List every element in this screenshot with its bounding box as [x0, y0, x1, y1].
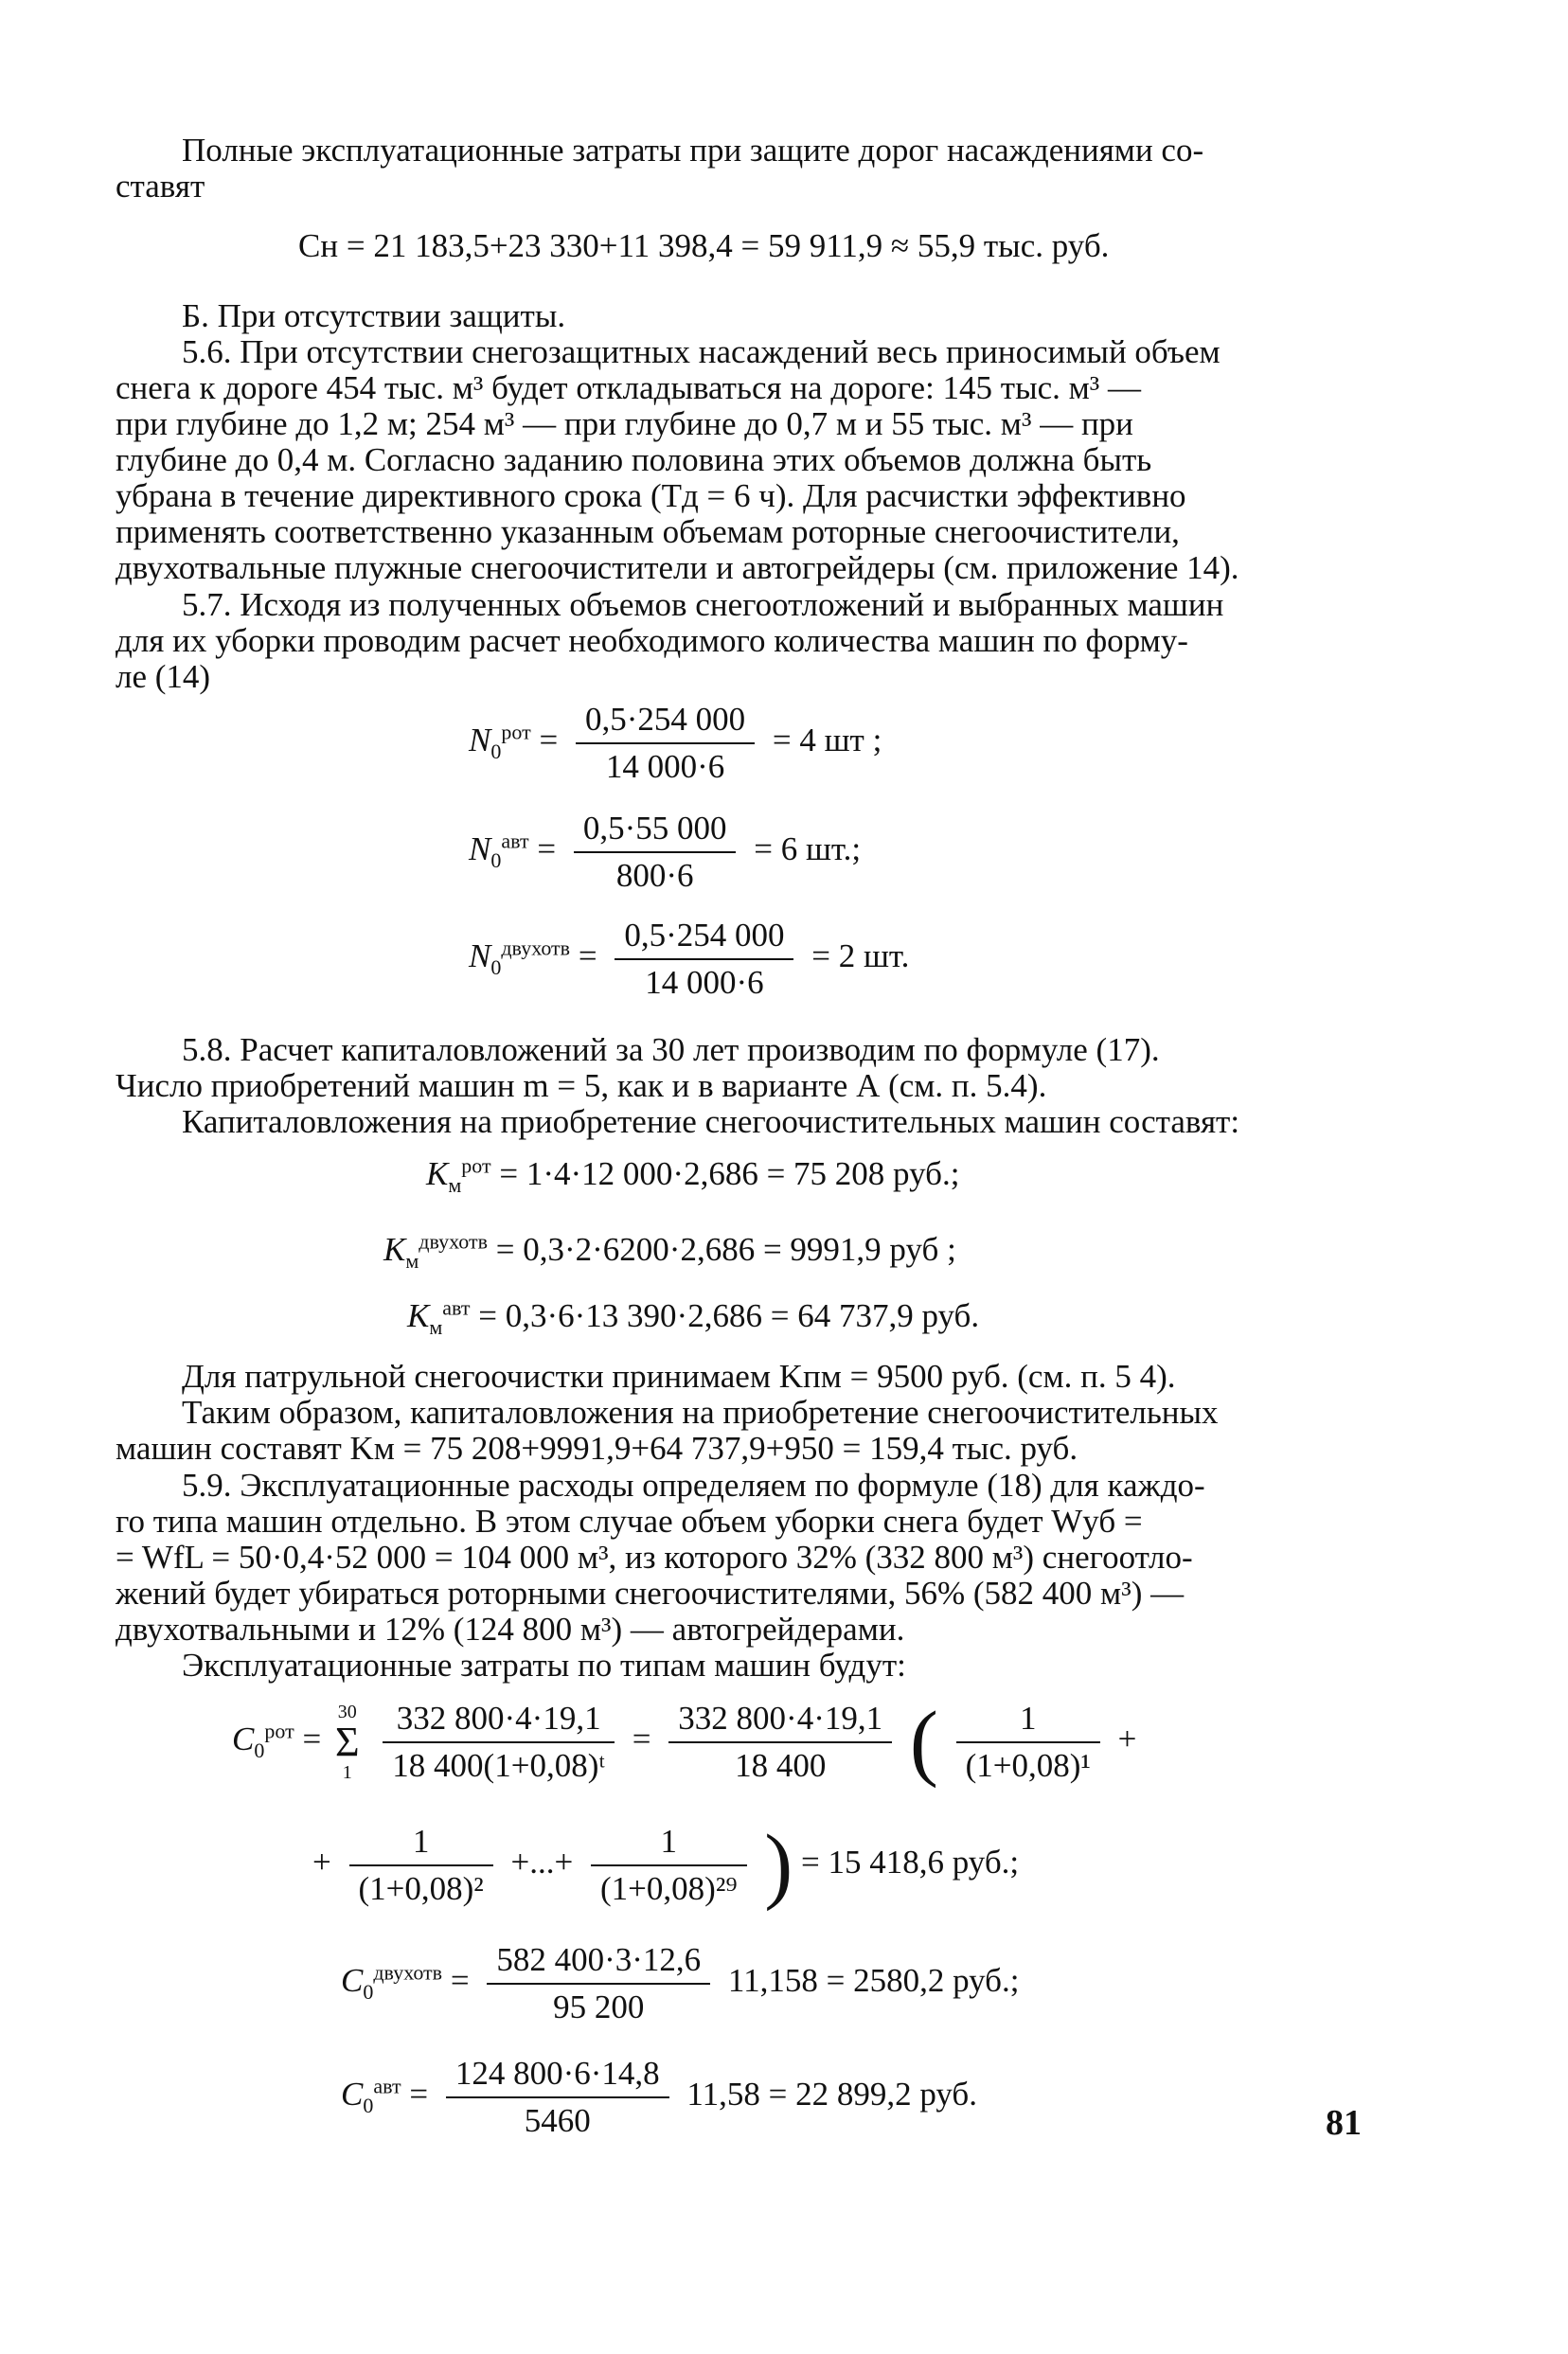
text-line: ставят: [116, 168, 205, 205]
paragraph-5-7: 5.7. Исходя из полученных объемов снегоотложений и выбранных машин для их уборки проводим расчет необходимого количества машин по форму- ле (14): [116, 586, 1224, 695]
equation-n-avt: $N_0^{авт}$ = $\frac{0,5\cdot 55 000}{800\cdot 6}$ = 6 шт.;: [469, 810, 862, 894]
equation-cn: Cн = 21 183,5+23 330+11 398,4 = 59 911,9 ≈ 55,9 тыс. руб.: [298, 227, 1110, 264]
paragraph-5-9: 5.9. Эксплуатационные расходы определяем по формуле (18) для каждо- го типа машин отдельно. В этом случае объем уборки снега будет Wуб = = WfL = 50·0,4·52 000 = 104 000 м³, из которого 32% (332 800 м³) снегоотло- жений будет убираться роторными снегоочистителями, 56% (582 400 м³) — двухотвальными и 12% (124 800 м³) — автогрейдерами. Эксплуатационные затраты по типам машин будут:: [116, 1467, 1205, 1684]
equation-n-rot: $N_0^{рот}$ = $\frac{0,5\cdot 254 000}{14 000\cdot 6}$ = 4 шт ;: [469, 701, 882, 785]
paragraph-intro: [116, 133, 1384, 205]
equation-k-dvuhotv: $K_м^{двухотв} = 0,3\cdot 2\cdot 6200\cdot 2,686 = 9991,9$ руб ;: [383, 1229, 956, 1273]
sigma-symbol: 30 Σ 1: [334, 1702, 360, 1783]
equation-c-rot-continued: + $\frac{1}{\text{(1+0,08)²}}$ +...+ $\frac{1}{\text{(1+0,08)²⁹}}$ ) = 15 418,6 руб.;: [312, 1818, 1020, 1912]
page-number: 81: [1326, 2103, 1362, 2143]
equation-n-dvuhotv: $N_0^{двухотв}$ = $\frac{0,5\cdot 254 000}{14 000\cdot 6}$ = 2 шт.: [469, 917, 910, 1001]
paragraph-patrol: Для патрульной снегоочистки принимаем Kпм = 9500 руб. (см. п. 5 4). Таким образом, капиталовложения на приобретение снегоочистительных машин составят Kм = 75 208+9991,9+64 737,9+950 = 159,4 тыс. руб.: [116, 1358, 1219, 1467]
equation-k-avt: $K_м^{авт} = 0,3\cdot 6\cdot 13$ 390·2,686 = 64 737,9 руб.: [407, 1295, 980, 1339]
equation-c-avt: $C_0^{авт}$ = $\frac{124 800\cdot 6\cdot 14,8}{5460}$ 11,58 = 22 899,2 руб.: [341, 2055, 977, 2139]
equation-c-dvuhotv: $C_0^{двухотв}$ = $\frac{582 400\cdot 3\cdot 12,6}{95 200}$ 11,158 = 2580,2 руб.;: [341, 1941, 1020, 2025]
paragraph-5-8: 5.8. Расчет капиталовложений за 30 лет производим по формуле (17). Число приобретений машин m = 5, как и в варианте А (см. п. 5.4). Капиталовложения на приобретение снегоочистительных машин составят:: [116, 1031, 1240, 1140]
equation-c-rot: $C_0^{рот}$ = 30 Σ 1 $\frac{332 800\cdot 4\cdot 19,1}{\text{18 400(1+0,08)ᵗ}}$ = $\frac{332 800\cdot 4\cdot 19,1}{18 400}$ ( $\frac{1}{\text{(1+0,08)¹}}$ +: [232, 1695, 1137, 1789]
section-heading-b: Б. При отсутствии защиты.: [182, 297, 566, 334]
text-line: Полные эксплуатационные затраты при защите дорог насаждениями со-: [182, 132, 1204, 169]
paragraph-5-6: 5.6. При отсутствии снегозащитных насаждений весь приносимый объем снега к дороге 454 тыс. м³ будет откладываться на дороге: 145 тыс. м³ — при глубине до 1,2 м; 254 м³ — при глубине до 0,7 м и 55 тыс. м³ — при глубине до 0,4 м. Согласно заданию половина этих объемов должна быть убрана в течение директивного срока (Тд = 6 ч). Для расчистки эффективно применять соответственно указанным объемам роторные снегоочистители, двухотвальные плужные снегоочистители и автогрейдеры (см. приложение 14).: [116, 333, 1239, 586]
equation-k-rot: $K_м^{рот} = 1\cdot 4\cdot 12$ 000·2,686 = 75 208 руб.;: [426, 1153, 960, 1197]
